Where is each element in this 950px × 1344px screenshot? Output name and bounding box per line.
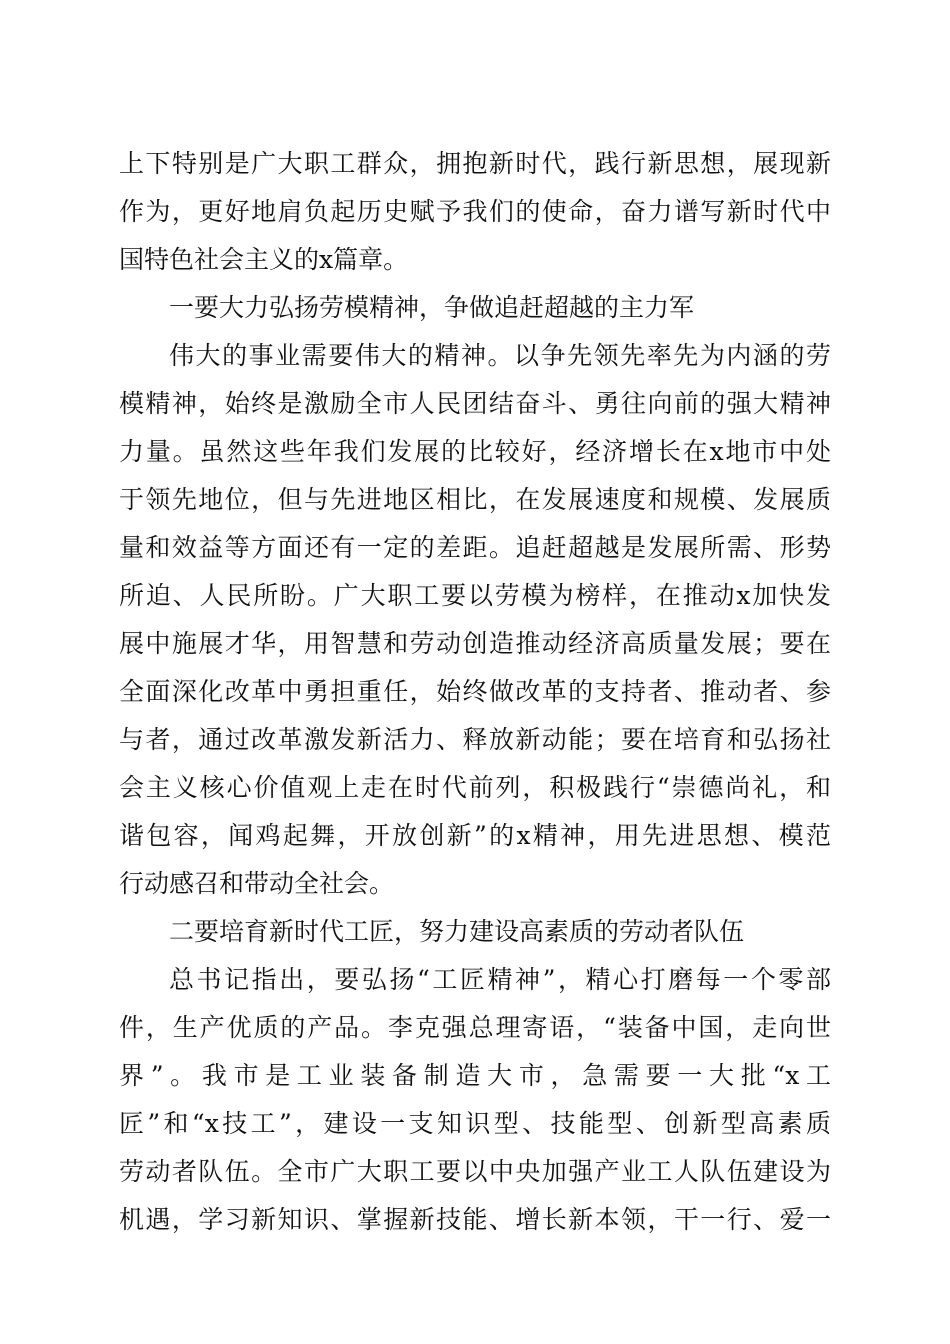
body-text-line: 于领先地位，但与先进地区相比，在发展速度和规模、发展质: [119, 485, 831, 514]
body-text-line: 全面深化改革中勇担重任，始终做改革的支持者、推动者、参: [119, 677, 831, 706]
body-text-line: 展中施展才华，用智慧和劳动创造推动经济高质量发展；要在: [119, 629, 831, 658]
body-text-line: 行动感召和带动全社会。: [119, 869, 395, 898]
body-text-line: 力量。虽然这些年我们发展的比较好，经济增长在x地市中处: [119, 437, 831, 466]
body-text-line: 会主义核心价值观上走在时代前列，积极践行“崇德尚礼，和: [119, 773, 831, 802]
body-text-line: 谐包容，闻鸡起舞，开放创新”的x精神，用先进思想、模范: [119, 821, 831, 850]
body-text-line: 机遇，学习新知识、掌握新技能、增长新本领，干一行、爱一: [119, 1205, 831, 1234]
body-text-line: 界”。我市是工业装备制造大市，急需要一大批“x工: [119, 1061, 831, 1090]
section-heading-1: 一要大力弘扬劳模精神，争做追赶超越的主力军: [169, 293, 695, 322]
body-text-line: 所迫、人民所盼。广大职工要以劳模为榜样，在推动x加快发: [119, 581, 831, 610]
body-text-line: 国特色社会主义的x篇章。: [119, 245, 409, 274]
body-text-line: 上下特别是广大职工群众，拥抱新时代，践行新思想，展现新: [119, 149, 831, 178]
body-text-line: 伟大的事业需要伟大的精神。以争先领先率先为内涵的劳: [169, 341, 831, 370]
body-text-line: 件，生产优质的产品。李克强总理寄语，“装备中国，走向世: [119, 1013, 831, 1042]
body-text-line: 量和效益等方面还有一定的差距。追赶超越是发展所需、形势: [119, 533, 831, 562]
section-heading-2: 二要培育新时代工匠，努力建设高素质的劳动者队伍: [169, 917, 745, 946]
body-text-line: 与者，通过改革激发新活力、释放新动能；要在培育和弘扬社: [119, 725, 831, 754]
body-text-line: 匠”和“x技工”，建设一支知识型、技能型、创新型高素质: [119, 1109, 831, 1138]
body-text-line: 总书记指出，要弘扬“工匠精神”，精心打磨每一个零部: [169, 965, 831, 994]
body-text-line: 作为，更好地肩负起历史赋予我们的使命，奋力谱写新时代中: [119, 197, 831, 226]
body-text-line: 模精神，始终是激励全市人民团结奋斗、勇往向前的强大精神: [119, 389, 831, 418]
body-text-line: 劳动者队伍。全市广大职工要以中央加强产业工人队伍建设为: [119, 1157, 831, 1186]
